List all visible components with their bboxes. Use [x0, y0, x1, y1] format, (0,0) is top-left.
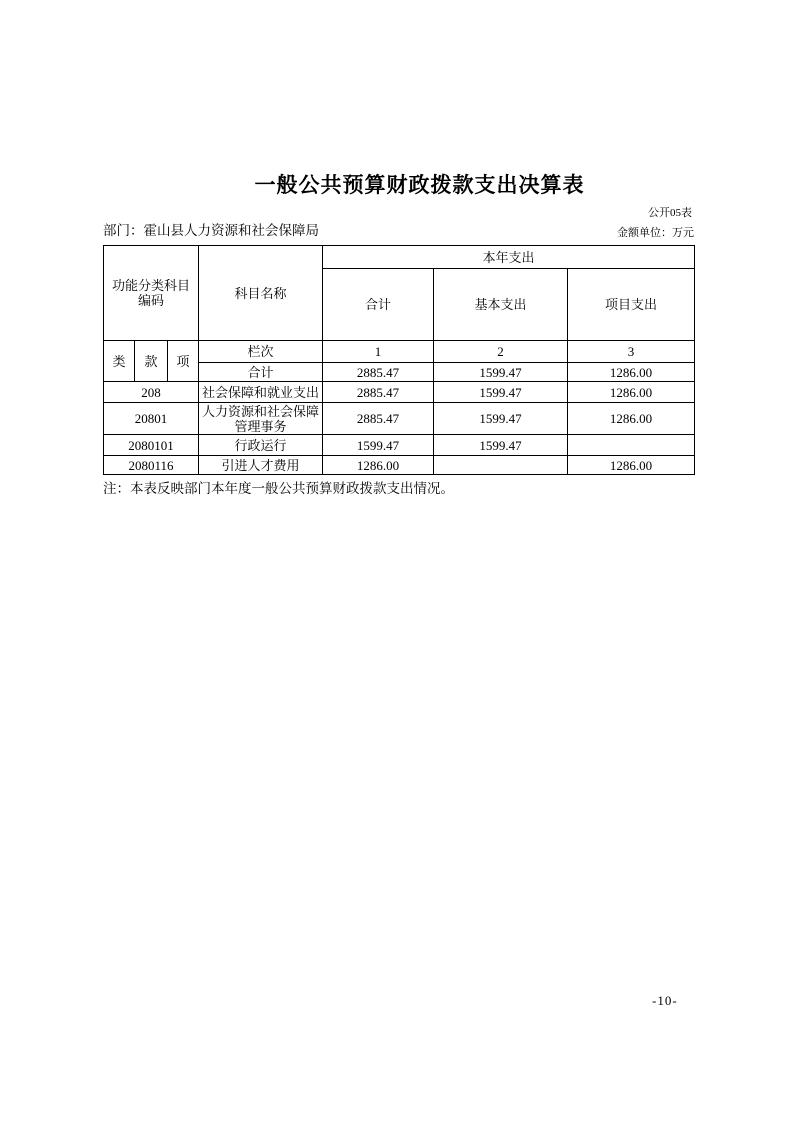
header-item: 项	[168, 341, 199, 382]
table-row	[104, 403, 695, 435]
row-name: 引进人才费用	[199, 456, 323, 475]
lanci-col-1: 1	[323, 341, 434, 363]
row-total: 1599.47	[323, 435, 434, 456]
row-project	[568, 435, 695, 456]
table-row	[104, 435, 695, 456]
row-basic: 1599.47	[434, 403, 568, 435]
row-total: 2885.47	[323, 403, 434, 435]
table-note: 注：本表反映部门本年度一般公共预算财政拨款支出情况。	[103, 481, 454, 496]
row-name: 人力资源和社会保障管理事务	[199, 403, 323, 435]
row-code: 2080116	[104, 456, 199, 475]
row-basic	[434, 456, 568, 475]
header-row-top	[104, 246, 695, 269]
header-code-cell	[104, 246, 199, 341]
header-project: 项目支出	[568, 269, 695, 341]
department-label: 部门：霍山县人力资源和社会保障局	[103, 223, 319, 238]
row-basic: 1599.47	[434, 382, 568, 403]
unit-label: 金额单位：万元	[617, 227, 694, 239]
total-row-label: 合计	[199, 363, 323, 382]
row-project: 1286.00	[568, 382, 695, 403]
lanci-col-2: 2	[434, 341, 568, 363]
header-total: 合计	[323, 269, 434, 341]
lanci-label: 栏次	[199, 341, 323, 363]
row-project: 1286.00	[568, 456, 695, 475]
row-project: 1286.00	[568, 403, 695, 435]
table-row	[104, 382, 695, 403]
header-subject-name: 科目名称	[199, 246, 323, 341]
budget-table	[103, 245, 695, 475]
header-basic: 基本支出	[434, 269, 568, 341]
row-code: 2080101	[104, 435, 199, 456]
page-number: -10-	[652, 993, 678, 1008]
header-current-year: 本年支出	[323, 246, 695, 269]
row-total: 1286.00	[323, 456, 434, 475]
total-row-total: 2885.47	[323, 363, 434, 382]
row-name: 行政运行	[199, 435, 323, 456]
table-row	[104, 456, 695, 475]
row-code: 20801	[104, 403, 199, 435]
header-section: 款	[135, 341, 168, 382]
lanci-col-3: 3	[568, 341, 695, 363]
row-name: 社会保障和就业支出	[199, 382, 323, 403]
row-code: 208	[104, 382, 199, 403]
header-class: 类	[104, 341, 135, 382]
total-row-project: 1286.00	[568, 363, 695, 382]
table-code-label: 公开05表	[648, 207, 692, 219]
row-basic: 1599.47	[434, 435, 568, 456]
total-row-basic: 1599.47	[434, 363, 568, 382]
page-title: 一般公共预算财政拨款支出决算表	[254, 174, 585, 197]
table-meta-row	[103, 220, 694, 241]
row-total: 2885.47	[323, 382, 434, 403]
lanci-row	[104, 341, 695, 363]
header-code-text: 功能分类科目编码	[112, 278, 191, 308]
